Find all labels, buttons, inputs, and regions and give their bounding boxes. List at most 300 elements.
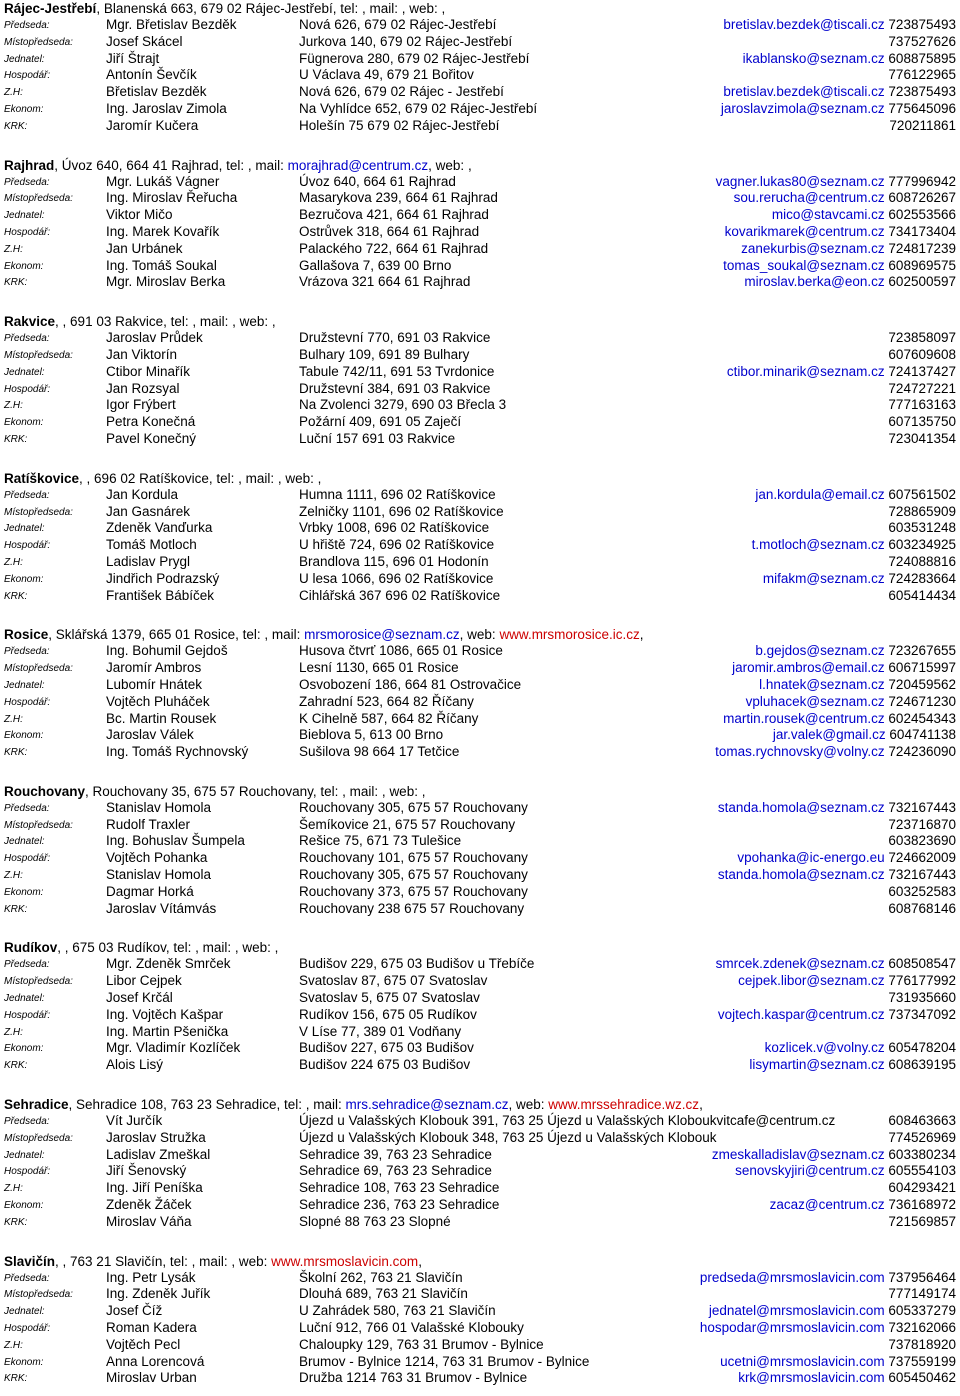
member-contact bbox=[889, 118, 956, 135]
member-phone: 724817239 bbox=[888, 240, 956, 256]
member-phone: 605337279 bbox=[888, 1303, 956, 1319]
member-email-link[interactable]: vpohanka@ic-energo.eu bbox=[737, 850, 885, 866]
member-address: Holešín 75 679 02 Rájec-Jestřebí bbox=[299, 117, 500, 133]
member-row bbox=[4, 571, 956, 588]
header-tail: , bbox=[699, 1097, 703, 1113]
member-row bbox=[4, 800, 956, 817]
town-name: Rudíkov bbox=[4, 940, 58, 956]
member-row bbox=[4, 381, 956, 398]
member-address: Slopné 88 763 23 Slopné bbox=[299, 1213, 451, 1229]
member-row bbox=[4, 867, 956, 884]
member-name: Ing. Jaroslav Zimola bbox=[106, 100, 227, 116]
member-email-link[interactable]: zmeskalladislav@seznam.cz bbox=[711, 1146, 885, 1162]
member-row bbox=[4, 51, 956, 68]
member-email-link[interactable]: martin.rousek@centrum.cz bbox=[723, 710, 885, 726]
member-contact bbox=[888, 347, 956, 364]
member-role: Místopředseda: bbox=[4, 976, 73, 988]
member-address: Rouchovany 238 675 57 Rouchovany bbox=[299, 900, 525, 916]
member-role: Hospodář: bbox=[4, 540, 51, 552]
member-email-link[interactable]: mico@stavcami.cz bbox=[771, 207, 885, 223]
member-role: Jednatel: bbox=[4, 53, 45, 65]
member-row bbox=[4, 956, 956, 973]
member-row bbox=[4, 817, 956, 834]
member-row bbox=[4, 118, 956, 135]
member-name: Ladislav Zmeškal bbox=[106, 1146, 211, 1162]
member-phone: 776122965 bbox=[888, 67, 956, 83]
member-email-link[interactable]: kovarikmarek@centrum.cz bbox=[724, 223, 885, 239]
section-header bbox=[4, 626, 956, 643]
member-name: Jan Urbánek bbox=[106, 240, 183, 256]
member-name: Mgr. Lukáš Vágner bbox=[106, 173, 220, 189]
web-prefix: , web: bbox=[508, 1097, 549, 1113]
organization-section bbox=[4, 626, 956, 761]
member-contact bbox=[743, 51, 956, 68]
member-phone: 608875895 bbox=[888, 50, 956, 66]
member-email-link[interactable]: mifakm@seznam.cz bbox=[762, 570, 885, 586]
member-role: Ekonom: bbox=[4, 573, 44, 585]
member-name: Libor Cejpek bbox=[106, 973, 182, 989]
organization-section bbox=[4, 783, 956, 918]
member-address: Nová 626, 679 02 Rájec - Jestřebí bbox=[299, 84, 504, 100]
member-role: Předseda: bbox=[4, 959, 50, 971]
member-address: U Zahrádek 580, 763 21 Slavičín bbox=[299, 1303, 496, 1319]
web-prefix: , web: bbox=[459, 627, 500, 643]
member-address: Sehradice 69, 763 23 Sehradice bbox=[299, 1163, 492, 1179]
member-phone: 608463663 bbox=[888, 1113, 956, 1129]
member-contact bbox=[712, 1147, 956, 1164]
member-phone: 737559199 bbox=[888, 1353, 956, 1369]
member-address: Jurkova 140, 679 02 Rájec-Jestřebí bbox=[299, 33, 513, 49]
member-name: František Bábíček bbox=[106, 587, 215, 603]
organization-section bbox=[4, 0, 956, 135]
member-name: Jaroslav Stružka bbox=[106, 1129, 206, 1145]
member-phone: 724727221 bbox=[888, 380, 956, 396]
member-name: Ing. Tomáš Soukal bbox=[106, 257, 217, 273]
member-row bbox=[4, 224, 956, 241]
member-role: Z.H: bbox=[4, 243, 23, 255]
member-name: Miroslav Váňa bbox=[106, 1213, 192, 1229]
member-role: KRK: bbox=[4, 747, 28, 759]
member-address: Budišov 227, 675 03 Budišov bbox=[299, 1040, 474, 1056]
section-spacer bbox=[4, 448, 956, 470]
town-name: Slavičín bbox=[4, 1253, 56, 1269]
member-contact bbox=[888, 1214, 956, 1231]
member-phone: 603380234 bbox=[888, 1146, 956, 1162]
member-email-link[interactable]: krk@mrsmoslavicin.com bbox=[738, 1370, 885, 1386]
member-row bbox=[4, 973, 956, 990]
member-phone: 737818920 bbox=[888, 1336, 956, 1352]
town-name: Rosice bbox=[4, 627, 49, 643]
member-contact bbox=[888, 990, 956, 1007]
member-row bbox=[4, 1007, 956, 1024]
header-tail: , bbox=[418, 1253, 422, 1269]
member-email-link[interactable]: jaroslavzimola@seznam.cz bbox=[720, 100, 885, 116]
member-name: Miroslav Urban bbox=[106, 1370, 197, 1386]
member-email-link[interactable]: sou.rerucha@centrum.cz bbox=[733, 190, 885, 206]
member-role: KRK: bbox=[4, 590, 28, 602]
member-contact bbox=[718, 867, 956, 884]
member-address: Bieblova 5, 613 00 Brno bbox=[299, 727, 444, 743]
member-phone: 603823690 bbox=[888, 833, 956, 849]
member-name: Josef Skácel bbox=[106, 33, 183, 49]
member-name: Vojtěch Pecl bbox=[106, 1336, 181, 1352]
member-email-link[interactable]: standa.homola@seznam.cz bbox=[717, 867, 885, 883]
member-address: Svatoslav 5, 675 07 Svatoslav bbox=[299, 990, 480, 1006]
member-email-link[interactable]: jaromir.ambros@email.cz bbox=[732, 660, 885, 676]
member-row bbox=[4, 431, 956, 448]
member-contact bbox=[888, 397, 956, 414]
member-phone: 724671230 bbox=[888, 693, 956, 709]
member-role: Místopředseda: bbox=[4, 349, 73, 361]
member-contact bbox=[723, 711, 956, 728]
member-email-link[interactable]: hospodar@mrsmoslavicin.com bbox=[699, 1320, 885, 1336]
member-row bbox=[4, 1320, 956, 1337]
member-address: Bezručova 421, 664 61 Rajhrad bbox=[299, 207, 489, 223]
member-row bbox=[4, 84, 956, 101]
member-address: Školní 262, 763 21 Slavičín bbox=[299, 1269, 463, 1285]
member-phone: 777996942 bbox=[888, 173, 956, 189]
member-email-link[interactable]: vpluhacek@seznam.cz bbox=[745, 693, 885, 709]
member-row bbox=[4, 34, 956, 51]
member-name: Bc. Martin Rousek bbox=[106, 710, 217, 726]
member-name: Vojtěch Pohanka bbox=[106, 850, 208, 866]
member-role: Ekonom: bbox=[4, 103, 44, 115]
member-role: Hospodář: bbox=[4, 383, 51, 395]
member-phone: 607561502 bbox=[888, 486, 956, 502]
member-name: Jaromír Ambros bbox=[106, 660, 202, 676]
member-row bbox=[4, 884, 956, 901]
member-address: Palackého 722, 664 61 Rajhrad bbox=[299, 240, 489, 256]
section-header bbox=[4, 470, 956, 487]
organization-section bbox=[4, 1253, 956, 1388]
member-contact bbox=[888, 34, 956, 51]
member-contact bbox=[725, 224, 956, 241]
member-email-link[interactable]: jednatel@mrsmoslavicin.com bbox=[708, 1303, 885, 1319]
member-phone: 732167443 bbox=[888, 799, 956, 815]
member-address: Požární 409, 691 05 Zaječí bbox=[299, 414, 462, 430]
member-contact bbox=[755, 487, 956, 504]
member-phone: 603531248 bbox=[888, 520, 956, 536]
member-name: Ctibor Minařík bbox=[106, 363, 191, 379]
member-address: Rouchovany 305, 675 57 Rouchovany bbox=[299, 867, 528, 883]
member-role: Z.H: bbox=[4, 870, 23, 882]
member-email-link[interactable]: t.motloch@seznam.cz bbox=[751, 537, 885, 553]
member-email-link[interactable]: cejpek.libor@seznam.cz bbox=[738, 973, 885, 989]
member-phone: 736168972 bbox=[888, 1197, 956, 1213]
town-name: Sehradice bbox=[4, 1097, 69, 1113]
member-role: Místopředseda: bbox=[4, 1132, 73, 1144]
member-name: Lubomír Hnátek bbox=[106, 676, 203, 692]
member-name: Mgr. Vladimír Kozlíček bbox=[106, 1040, 241, 1056]
member-email-link[interactable]: ucetni@mrsmoslavicin.com bbox=[720, 1353, 885, 1369]
member-phone: 604293421 bbox=[888, 1180, 956, 1196]
member-name: Jan Viktorín bbox=[106, 346, 178, 362]
member-name: Mgr. Břetislav Bezděk bbox=[106, 17, 237, 32]
header-tail: , bbox=[639, 627, 644, 643]
member-name: Dagmar Horká bbox=[106, 883, 194, 899]
member-email-link[interactable]: jar.valek@gmail.cz bbox=[772, 727, 886, 743]
member-role: Z.H: bbox=[4, 556, 23, 568]
member-role: Hospodář: bbox=[4, 1323, 51, 1335]
member-row bbox=[4, 1163, 956, 1180]
member-phone: 728865909 bbox=[888, 503, 956, 519]
member-email-link[interactable]: zanekurbis@seznam.cz bbox=[741, 240, 885, 256]
member-phone: 605554103 bbox=[888, 1163, 956, 1179]
member-address: Vrázova 321 664 61 Rajhrad bbox=[299, 274, 471, 290]
section-spacer bbox=[4, 604, 956, 626]
member-email-link[interactable]: miroslav.berka@eon.cz bbox=[744, 274, 885, 290]
member-phone: 603252583 bbox=[888, 883, 956, 899]
member-row bbox=[4, 364, 956, 381]
member-row bbox=[4, 1214, 956, 1231]
member-contact bbox=[755, 643, 956, 660]
member-role: Předseda: bbox=[4, 1272, 50, 1284]
member-phone: 724283664 bbox=[888, 570, 956, 586]
member-email-link[interactable]: tomas.rychnovsky@volny.cz bbox=[715, 744, 885, 760]
member-phone: 605414434 bbox=[888, 587, 956, 603]
member-address: Na Vyhlídce 652, 679 02 Rájec-Jestřebí bbox=[299, 100, 538, 116]
member-row bbox=[4, 1197, 956, 1214]
town-name: Rajhrad bbox=[4, 157, 55, 173]
section-web-link[interactable]: www.mrsmorosice.ic.cz bbox=[499, 627, 640, 643]
member-name: Ing. Tomáš Rychnovský bbox=[106, 744, 249, 760]
member-contact bbox=[720, 1354, 956, 1371]
member-address: Humna 1111, 696 02 Ratíškovice bbox=[299, 486, 496, 502]
member-contact bbox=[716, 956, 956, 973]
town-info: , Sklářská 1379, 665 01 Rosice, tel: , bbox=[48, 627, 269, 643]
member-email-link[interactable]: tomas_soukal@seznam.cz bbox=[723, 257, 885, 273]
member-phone: 777149174 bbox=[888, 1286, 956, 1302]
member-address: Budišov 224 675 03 Budišov bbox=[299, 1057, 471, 1073]
member-contact bbox=[752, 537, 956, 554]
mail-prefix: mail: bbox=[268, 627, 305, 643]
member-row bbox=[4, 588, 956, 605]
member-contact bbox=[723, 17, 956, 34]
town-info: , Blanenská 663, 679 02 Rájec-Jestřebí, tel: , mail: , web: , bbox=[96, 1, 446, 16]
section-email-link[interactable]: mrs.sehradice@seznam.cz bbox=[345, 1097, 509, 1113]
member-phone: 607135750 bbox=[888, 414, 956, 430]
member-name: Ing. Bohumil Gejdoš bbox=[106, 643, 228, 659]
member-phone: 737347092 bbox=[888, 1006, 956, 1022]
member-name: Jiří Štrajt bbox=[106, 50, 160, 66]
member-contact bbox=[700, 1270, 956, 1287]
member-role: Hospodář: bbox=[4, 853, 51, 865]
town-name: Rouchovany bbox=[4, 783, 86, 799]
member-contact bbox=[716, 174, 956, 191]
member-email-link[interactable]: bretislav.bezdek@tiscali.cz bbox=[723, 17, 885, 32]
town-info: , Úvoz 640, 664 41 Rajhrad, tel: , bbox=[54, 157, 252, 173]
member-phone: 776177992 bbox=[888, 973, 956, 989]
member-address: Brumov - Bylnice 1214, 763 31 Brumov - Bylnice bbox=[299, 1353, 590, 1369]
member-phone: 602454343 bbox=[888, 710, 956, 726]
member-role: Ekonom: bbox=[4, 1043, 44, 1055]
member-row bbox=[4, 1130, 956, 1147]
member-contact bbox=[888, 588, 956, 605]
member-phone: 724088816 bbox=[888, 553, 956, 569]
member-row bbox=[4, 1337, 956, 1354]
member-row bbox=[4, 241, 956, 258]
member-contact bbox=[888, 554, 956, 571]
web-prefix: , web: bbox=[428, 157, 468, 173]
member-email-link[interactable]: l.hnatek@seznam.cz bbox=[759, 676, 885, 692]
member-email-link[interactable]: vojtech.kaspar@centrum.cz bbox=[717, 1006, 885, 1022]
town-name: Rájec-Jestřebí bbox=[4, 1, 97, 16]
member-name: Alois Lisý bbox=[106, 1057, 164, 1073]
member-role: Předseda: bbox=[4, 489, 50, 501]
member-email-link[interactable]: ctibor.minarik@seznam.cz bbox=[726, 363, 885, 379]
member-role: KRK: bbox=[4, 277, 28, 289]
town-info: , Rouchovany 35, 675 57 Rouchovany, tel: , mail: , web: , bbox=[85, 783, 426, 799]
member-contact bbox=[773, 727, 956, 744]
member-contact bbox=[759, 677, 956, 694]
member-row bbox=[4, 1057, 956, 1074]
member-name: Jiří Šenovský bbox=[106, 1163, 187, 1179]
member-role: Hospodář: bbox=[4, 70, 51, 82]
member-email-link[interactable]: zacaz@centrum.cz bbox=[769, 1197, 885, 1213]
member-row bbox=[4, 17, 956, 34]
organization-section bbox=[4, 470, 956, 605]
member-contact bbox=[888, 1337, 956, 1354]
member-name: Jan Rozsyal bbox=[106, 380, 180, 396]
member-role: Místopředseda: bbox=[4, 663, 73, 675]
member-row bbox=[4, 258, 956, 275]
member-phone: 606715997 bbox=[888, 660, 956, 676]
member-row bbox=[4, 520, 956, 537]
member-contact bbox=[723, 84, 956, 101]
member-contact bbox=[772, 207, 956, 224]
member-name: Antonín Ševčík bbox=[106, 67, 197, 83]
member-name: Roman Kadera bbox=[106, 1320, 197, 1336]
member-phone: 737527626 bbox=[888, 33, 956, 49]
member-contact bbox=[737, 850, 956, 867]
member-role: Jednatel: bbox=[4, 1149, 45, 1161]
member-row bbox=[4, 744, 956, 761]
member-row bbox=[4, 414, 956, 431]
member-role: Jednatel: bbox=[4, 1306, 45, 1318]
member-name: Josef Číž bbox=[106, 1303, 163, 1319]
member-email-link[interactable]: vagner.lukas80@seznam.cz bbox=[715, 173, 885, 189]
section-email-link[interactable]: mrsmorosice@seznam.cz bbox=[304, 627, 460, 643]
member-name: Jaroslav Vítámvás bbox=[106, 900, 217, 916]
member-address: Družstevní 770, 691 03 Rakvice bbox=[299, 330, 491, 346]
member-name: Ing. Petr Lysák bbox=[106, 1269, 196, 1285]
member-address: Rouchovany 373, 675 57 Rouchovany bbox=[299, 883, 528, 899]
member-email-link[interactable]: kozlicek.v@volny.cz bbox=[764, 1040, 885, 1056]
member-email-link[interactable]: b.gejdos@seznam.cz bbox=[755, 643, 885, 659]
member-role: Předseda: bbox=[4, 20, 50, 31]
member-row bbox=[4, 1147, 956, 1164]
member-phone: 607609608 bbox=[888, 346, 956, 362]
member-contact bbox=[749, 1057, 956, 1074]
member-address: Rudíkov 156, 675 05 Rudíkov bbox=[299, 1006, 477, 1022]
member-email-link[interactable]: predseda@mrsmoslavicin.com bbox=[699, 1269, 885, 1285]
member-contact bbox=[888, 504, 956, 521]
member-phone: 724236090 bbox=[888, 744, 956, 760]
section-spacer bbox=[4, 135, 956, 157]
member-name: Mgr. Miroslav Berka bbox=[106, 274, 226, 290]
member-contact bbox=[741, 241, 956, 258]
member-phone: 724137427 bbox=[888, 363, 956, 379]
section-web-link[interactable]: www.mrssehradice.wz.cz bbox=[548, 1097, 700, 1113]
member-name: Josef Krčál bbox=[106, 990, 173, 1006]
member-contact bbox=[888, 520, 956, 537]
member-row bbox=[4, 101, 956, 118]
member-address: Sehradice 39, 763 23 Sehradice bbox=[299, 1146, 492, 1162]
member-row bbox=[4, 504, 956, 521]
member-role: Jednatel: bbox=[4, 836, 45, 848]
member-phone: 723041354 bbox=[888, 430, 956, 446]
member-name: Ing. Jiří Peníška bbox=[106, 1180, 203, 1196]
member-row bbox=[4, 1113, 956, 1130]
member-row bbox=[4, 990, 956, 1007]
section-header bbox=[4, 157, 956, 174]
member-address: V Líse 77, 389 01 Vodňany bbox=[299, 1023, 462, 1039]
member-phone: 605450462 bbox=[888, 1370, 956, 1386]
organization-section bbox=[4, 939, 956, 1074]
member-row bbox=[4, 643, 956, 660]
member-name: Ladislav Prygl bbox=[106, 553, 191, 569]
section-web-link[interactable]: www.mrsmoslavicin.com bbox=[271, 1253, 419, 1269]
section-header bbox=[4, 313, 956, 330]
member-address: Budišov 229, 675 03 Budišov u Třebíče bbox=[299, 956, 535, 972]
member-contact bbox=[718, 800, 956, 817]
member-name: Rudolf Traxler bbox=[106, 816, 191, 832]
member-address: U hřiště 724, 696 02 Ratíškovice bbox=[299, 537, 495, 553]
member-row bbox=[4, 677, 956, 694]
member-email-link[interactable]: jan.kordula@email.cz bbox=[755, 486, 885, 502]
member-name: Ing. Zdeněk Juřík bbox=[106, 1286, 211, 1302]
member-email-link[interactable]: senovskyjiri@centrum.cz bbox=[735, 1163, 885, 1179]
member-address: Osvobození 186, 664 81 Ostrovačice bbox=[299, 676, 522, 692]
member-email-link[interactable]: ikablansko@seznam.cz bbox=[742, 50, 885, 66]
member-contact bbox=[763, 571, 956, 588]
member-phone: 608508547 bbox=[888, 956, 956, 972]
member-email-link[interactable]: standa.homola@seznam.cz bbox=[717, 799, 885, 815]
member-address: Újezd u Valašských Klobouk 391, 763 25 Újezd u Valašských Kloboukvitcafe@centrum.cz bbox=[299, 1113, 836, 1129]
member-role: Z.H: bbox=[4, 1183, 23, 1195]
member-row bbox=[4, 397, 956, 414]
section-spacer bbox=[4, 1074, 956, 1096]
member-contact bbox=[888, 1180, 956, 1197]
member-name: Igor Frýbert bbox=[106, 397, 176, 413]
member-name: Pavel Konečný bbox=[106, 430, 197, 446]
section-header bbox=[4, 0, 956, 17]
mail-prefix: mail: bbox=[251, 157, 288, 173]
member-address: Fügnerova 280, 679 02 Rájec-Jestřebí bbox=[299, 50, 530, 66]
member-address: Družba 1214 763 31 Brumov - Bylnice bbox=[299, 1370, 528, 1386]
member-phone: 605478204 bbox=[888, 1040, 956, 1056]
member-role: Ekonom: bbox=[4, 260, 44, 272]
member-name: Stanislav Homola bbox=[106, 867, 212, 883]
member-phone: 604741138 bbox=[889, 727, 956, 743]
member-email-link[interactable]: bretislav.bezdek@tiscali.cz bbox=[723, 84, 885, 100]
member-contact bbox=[738, 973, 956, 990]
member-address: Šemíkovice 21, 675 57 Rouchovany bbox=[299, 816, 516, 832]
section-spacer bbox=[4, 761, 956, 783]
section-email-link[interactable]: morajhrad@centrum.cz bbox=[287, 157, 429, 173]
member-role: Předseda: bbox=[4, 176, 50, 188]
member-phone: 608768146 bbox=[888, 900, 956, 916]
section-header bbox=[4, 1096, 956, 1113]
member-address: Lesní 1130, 665 01 Rosice bbox=[299, 660, 459, 676]
member-row bbox=[4, 1303, 956, 1320]
member-phone: 737956464 bbox=[888, 1269, 956, 1285]
contact-directory bbox=[4, 0, 956, 1387]
member-email-link[interactable]: smrcek.zdenek@seznam.cz bbox=[715, 956, 885, 972]
member-address: Luční 157 691 03 Rakvice bbox=[299, 430, 456, 446]
member-role: Místopředseda: bbox=[4, 193, 73, 205]
member-email-link[interactable]: lisymartin@seznam.cz bbox=[749, 1057, 885, 1073]
